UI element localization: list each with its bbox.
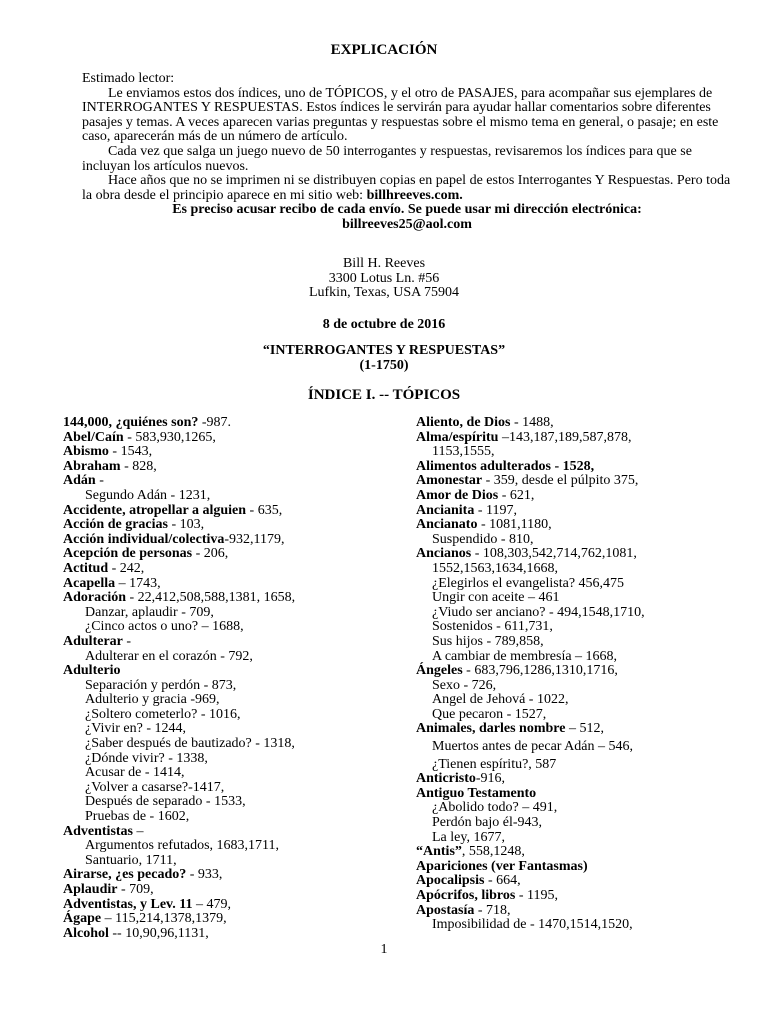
index-term: Apócrifos, libros — [416, 888, 516, 903]
author-name: Bill H. Reeves — [342, 256, 426, 271]
page-number: 1 — [380, 942, 388, 957]
email-address[interactable]: billreeves25@aol.com — [342, 216, 472, 232]
website-link[interactable]: billhreeves.com. — [366, 187, 463, 203]
index-subentry: Adulterio y gracia -969, — [85, 692, 220, 708]
index-entry — [63, 504, 393, 519]
index-refs: – 1743, — [115, 575, 161, 591]
index-subentry: 1153,1555, — [432, 444, 495, 460]
index-term: Ancianato — [416, 517, 478, 533]
index-term: Adán — [63, 473, 96, 489]
index-entry — [63, 577, 393, 592]
index-subentry: Después de separado - 1533, — [85, 794, 246, 810]
index-term: Adoración — [63, 590, 126, 606]
index-refs: - 621, — [498, 487, 535, 503]
address-city: Lufkin, Texas, USA 75904 — [308, 285, 460, 301]
index-refs: – — [133, 823, 144, 839]
address-street: 3300 Lotus Ln. #56 — [328, 270, 440, 286]
index-term: Adventistas — [63, 823, 134, 839]
index-subentry: Argumentos refutados, 1683,1711, — [85, 838, 280, 854]
index-refs: - — [122, 633, 132, 649]
index-refs: - 933, — [186, 867, 223, 883]
work-header — [0, 344, 768, 373]
index-entry — [63, 868, 393, 883]
author-address — [0, 257, 768, 301]
index-entry — [416, 547, 736, 562]
index-term: Adulterar — [63, 633, 123, 649]
index-entry — [63, 547, 393, 562]
index-entry — [63, 664, 393, 679]
index-column-right — [416, 416, 736, 933]
index-term: Amonestar — [416, 473, 483, 489]
index-refs: - 709, — [117, 882, 154, 897]
index-refs: –143,187,189,587,878, — [498, 429, 632, 445]
index-subentry: ¿Viudo ser anciano? - 494,1548,1710, — [432, 604, 645, 620]
index-refs: - 683,796,1286,1310,1716, — [462, 663, 618, 679]
index-subentry: ¿Abolido todo? – 491, — [432, 800, 558, 816]
index-entry — [63, 518, 393, 533]
index-entry — [63, 898, 393, 913]
page-title: EXPLICACIÓN — [330, 42, 438, 58]
index-subentry: ¿Dónde vivir? - 1338, — [85, 750, 208, 766]
work-range: (1-1750) — [359, 357, 409, 373]
index-term: Ancianos — [416, 546, 472, 562]
index-entry — [63, 474, 393, 489]
index-refs: - 664, — [484, 873, 521, 889]
index-term: “Antis” — [416, 844, 462, 860]
index-refs: - — [95, 473, 104, 489]
index-subentry: Santuario, 1711, — [85, 852, 177, 868]
index-entry — [63, 883, 393, 898]
index-term: Acapella — [63, 575, 116, 591]
index-subentry: ¿Vivir en? - 1244, — [85, 721, 187, 737]
index-term: Amor de Dios — [416, 487, 499, 503]
index-refs: - 1081,1180, — [477, 517, 552, 533]
index-entry — [416, 889, 736, 904]
intro-paragraph-2: Cada vez que salga un juego nuevo de 50 interrogantes y respuestas, revisaremos los índices para que se incluyan los artículos nuevos. — [82, 143, 692, 174]
index-entry — [416, 874, 736, 889]
index-subentry: 1552,1563,1634,1668, — [432, 560, 558, 576]
index-refs: -- 10,90,96,1131, — [108, 925, 209, 941]
index-term: Ancianita — [416, 502, 475, 518]
index-entry — [416, 722, 736, 737]
index-subentry: Sus hijos - 789,858, — [432, 633, 544, 649]
index-refs: - 22,412,508,588,1381, 1658, — [126, 590, 296, 606]
index-entry — [63, 912, 393, 927]
index-entry — [416, 489, 736, 504]
index-subentry: Muertos antes de pecar Adán – 546, — [432, 739, 633, 755]
index-refs: - 1543, — [108, 444, 153, 460]
greeting: Estimado lector: — [82, 71, 175, 86]
index-entry — [416, 518, 736, 533]
index-subentry: ¿Tienen espíritu?, 587 — [432, 756, 557, 772]
index-entry — [416, 787, 736, 802]
notice-text: Es preciso acusar recibo de cada envío. Se puede usar mi dirección electrónica: — [172, 202, 642, 218]
index-subentry: A cambiar de membresía – 1668, — [432, 648, 618, 664]
index-term: Abel/Caín — [63, 429, 124, 445]
index-term: Aliento, de Dios — [416, 415, 511, 430]
index-entry — [416, 431, 736, 446]
index-refs: – 512, — [565, 721, 604, 737]
index-subentry: Danzar, aplaudir - 709, — [85, 604, 214, 620]
index-entry — [63, 460, 393, 475]
index-term: Alimentos adulterados - 1528, — [416, 458, 595, 474]
index-term: Abraham — [63, 458, 121, 474]
index-term: Acción individual/colectiva — [63, 531, 225, 547]
index-refs: -932,1179, — [224, 531, 285, 547]
index-refs: - 583,930,1265, — [123, 429, 216, 445]
index-term: Abismo — [63, 444, 109, 460]
intro-paragraph-3-text: Hace años que no se imprimen ni se distribuyen copias en papel de estos Interrogantes Y Respuestas. Pero toda la obra desde el principio aparece en mi sitio web: — [82, 173, 731, 203]
index-subentry: Suspendido - 810, — [432, 531, 534, 547]
index-term: Acción de gracias — [63, 517, 168, 533]
index-term: Ágape — [63, 911, 102, 927]
index-subentry: ¿Soltero cometerlo? - 1016, — [85, 706, 241, 722]
index-subentry: Separación y perdón - 873, — [85, 677, 237, 693]
index-entry — [63, 825, 393, 840]
index-refs: - 108,303,542,714,762,1081, — [471, 546, 637, 562]
work-title: “INTERROGANTES Y RESPUESTAS” — [262, 343, 506, 358]
index-term: Alma/espíritu — [416, 429, 499, 445]
index-term: Adventistas, y Lev. 11 — [63, 896, 193, 912]
index-subentry: Que pecaron - 1527, — [432, 706, 547, 722]
intro-letter — [82, 72, 732, 233]
index-term: Ángeles — [416, 663, 463, 679]
index-entry — [63, 635, 393, 650]
index-term: Acepción de personas — [63, 546, 193, 562]
index-subentry: ¿Saber después de bautizado? - 1318, — [85, 736, 295, 752]
index-term: Accidente, atropellar a alguien — [63, 502, 247, 518]
index-term: Actitud — [63, 560, 109, 576]
index-entry — [63, 416, 393, 431]
index-entry — [63, 533, 393, 548]
index-term: Alcohol — [63, 925, 109, 941]
index-refs: - 828, — [120, 458, 157, 474]
index-term: Apariciones (ver Fantasmas) — [416, 858, 588, 874]
index-title: ÍNDICE I. -- TÓPICOS — [307, 387, 461, 403]
index-term: Airarse, ¿es pecado? — [63, 867, 187, 883]
index-subentry: Ungir con aceite – 461 — [432, 590, 560, 606]
document-date: 8 de octubre de 2016 — [322, 317, 446, 332]
index-refs: – 479, — [192, 896, 232, 912]
index-refs: - 359, desde el púlpito 375, — [482, 473, 639, 489]
index-subentry: Pruebas de - 1602, — [85, 809, 190, 825]
index-entry — [416, 416, 736, 431]
index-entry — [63, 927, 393, 942]
index-subentry: Acusar de - 1414, — [85, 765, 185, 781]
index-refs: - 635, — [246, 502, 283, 518]
index-subentry: Sexo - 726, — [432, 677, 497, 693]
index-term: Antiguo Testamento — [416, 785, 537, 801]
index-subentry: ¿Volver a casarse?-1417, — [85, 779, 225, 795]
index-subentry: ¿Cinco actos o uno? – 1688, — [85, 619, 244, 635]
index-subentry: Segundo Adán - 1231, — [85, 487, 211, 503]
index-subentry: ¿Elegirlos el evangelista? 456,475 — [432, 575, 625, 591]
index-term: Apostasía — [416, 902, 475, 918]
index-subentry: Perdón bajo él-943, — [432, 815, 543, 831]
index-refs: – 115,214,1378,1379, — [101, 911, 227, 927]
index-subentry: Adulterar en el corazón - 792, — [85, 648, 253, 664]
index-entry — [63, 591, 393, 606]
index-refs: - 103, — [167, 517, 205, 533]
index-refs: - 1195, — [515, 888, 558, 903]
index-refs: - 718, — [474, 902, 511, 918]
index-entry — [63, 562, 393, 577]
index-subentry: La ley, 1677, — [432, 829, 505, 845]
intro-paragraph-3 — [82, 174, 732, 203]
index-entry — [416, 664, 736, 679]
index-entry — [416, 460, 736, 475]
index-refs: - 1488, — [510, 415, 554, 430]
index-term: Animales, darles nombre — [416, 721, 566, 737]
index-term: 144,000, ¿quiénes son? — [63, 415, 199, 430]
index-subentry: Angel de Jehová - 1022, — [432, 692, 569, 708]
index-entry — [416, 904, 736, 919]
index-refs: , 558,1248, — [461, 844, 525, 860]
intro-paragraph-1: Le enviamos estos dos índices, uno de TÓPICOS, y el otro de PASAJES, para acompañar sus ejemplares de INTERROGANTES Y RESPUESTAS. Estos índices le servirán para ayudar hallar comentarios sobre diferentes pasajes y temas. A veces aparecen varias preguntas y respuestas sobre el mismo tema en general, o pasaje; en este caso, aparecerán más de un número de artículo. — [82, 85, 719, 145]
index-entry — [416, 860, 736, 875]
index-entry — [63, 445, 393, 460]
index-entry — [63, 431, 393, 446]
index-term: Apocalipsis — [416, 873, 485, 889]
index-subentry: Imposibilidad de - 1470,1514,1520, — [432, 917, 633, 933]
index-term: Anticristo — [416, 771, 476, 787]
index-refs: -987. — [198, 415, 232, 430]
index-term: Adulterio — [63, 663, 121, 679]
index-refs: - 1197, — [474, 502, 517, 518]
index-term: Aplaudir — [63, 882, 118, 897]
index-refs: - 242, — [108, 560, 145, 576]
index-entry — [416, 474, 736, 489]
index-entry — [416, 772, 736, 787]
index-entry — [416, 845, 736, 860]
index-refs: - 206, — [192, 546, 229, 562]
index-refs: -916, — [475, 771, 506, 787]
index-column-left — [63, 416, 393, 941]
index-subentry: Sostenidos - 611,731, — [432, 619, 553, 635]
index-entry — [416, 504, 736, 519]
